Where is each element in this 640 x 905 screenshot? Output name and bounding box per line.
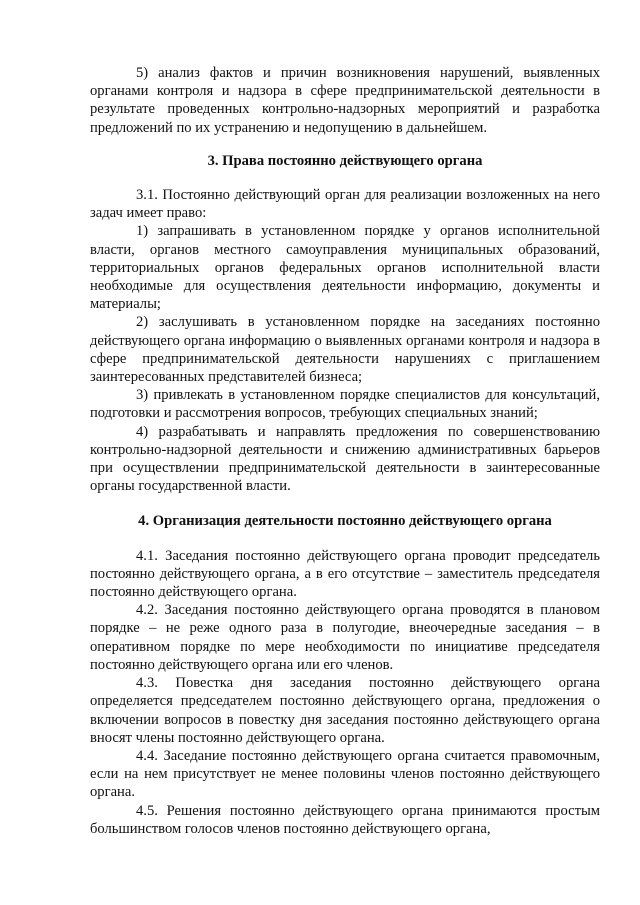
list-item: 3) привлекать в установленном порядке специалистов для консультаций, подготовки и рассмотрения вопросов, требующих специальных знаний; [90,387,600,422]
list-item: 4) разрабатывать и направлять предложения по совершенствованию контрольно-надзорной деятельности и снижению административных барьеров при осуществлении предпринимательской деятельности в заинтересованные органы государственной власти. [90,423,600,495]
clause-4-1: 4.1. Заседания постоянно действующего органа проводит председатель постоянно действующего органа, а в его отсутствие – заместитель председателя постоянно действующего органа. [90,547,600,601]
clause-4-3: 4.3. Повестка дня заседания постоянно действующего органа определяется председателем постоянно действующего органа, предложения о включении вопросов в повестку дня заседания постоянно действующего органа вносят члены постоянно действующего органа. [90,675,600,746]
document-page [90,64,600,838]
clause-3-1: 3.1. Постоянно действующий орган для реализации возложенных на него задач имеет право: [90,187,600,222]
list-item: 1) запрашивать в установленном порядке у органов исполнительной власти, органов местного самоуправления муниципальных образований, территориальных органов федеральных органов исполнительной власти необходимые для осуществления деятельности информацию, документы и материалы; [90,223,600,313]
section-4-heading: 4. Организация деятельности постоянно действующего органа [138,513,552,530]
clause-4-4: 4.4. Заседание постоянно действующего органа считается правомочным, если на нем присутствует не менее половины членов постоянно действующего органа. [90,747,600,801]
clause-4-5: 4.5. Решения постоянно действующего органа принимаются простым большинством голосов членов постоянно действующего органа, [90,802,600,837]
section-3-heading: 3. Права постоянно действующего органа [207,152,483,169]
list-item: 2) заслушивать в установленном порядке на заседаниях постоянно действующего органа информацию о выявленных органами контроля и надзора в сфере предпринимательской деятельности нарушениях с приглашением заинтересованных представителей бизнеса; [90,314,600,386]
intro-item-5: 5) анализ фактов и причин возникновения нарушений, выявленных органами контроля и надзора в сфере предпринимательской деятельности в результате проведенных контрольно-надзорных мероприятий и разработка предложений по их устранению и недопущению в дальнейшем. [90,65,600,136]
clause-4-2: 4.2. Заседания постоянно действующего органа проводятся в плановом порядке – не реже одного раза в полугодие, внеочередные заседания – в оперативном порядке по мере необходимости по инициативе председателя постоянно действующего органа или его членов. [90,602,600,673]
